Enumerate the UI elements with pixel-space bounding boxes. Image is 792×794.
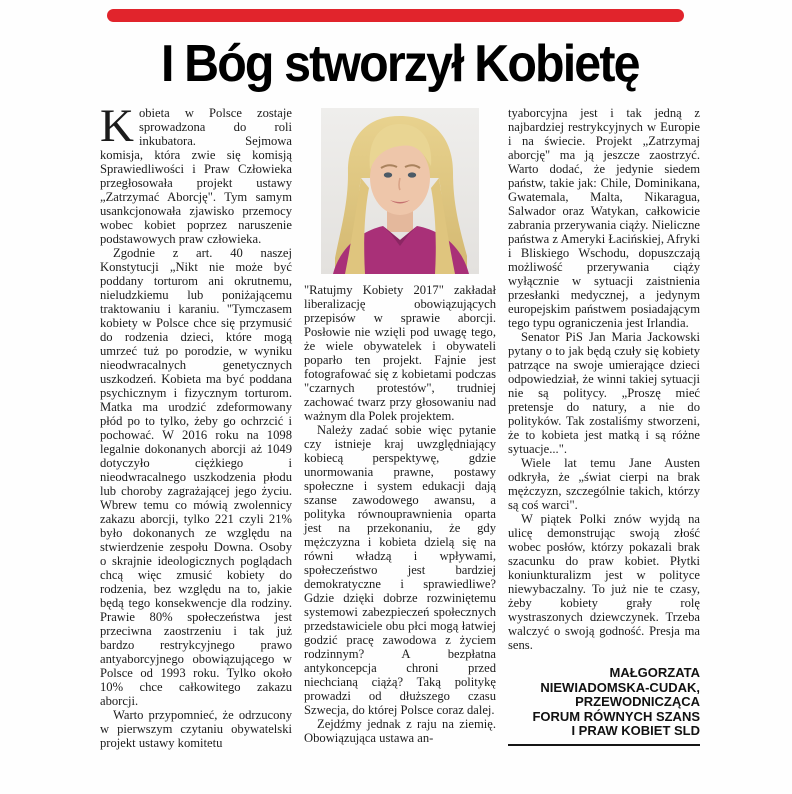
article-content bbox=[100, 0, 700, 752]
article-paragraph: "Ratujmy Kobiety 2017" zakładał liberalizację obowiązujących przepisów w sprawie aborcji. Posłowie nie wzięli pod uwagę tego, że wiele obywatelek i obywateli poparło ten projekt. Fajnie jest fotografować się z kobietami podczas "czarnych protestów", trudniej zachować twarz przy głosowaniu nad ważnym dla Polek projektem. bbox=[304, 283, 496, 423]
article-paragraph: Należy zadać sobie więc pytanie czy istnieje kraj uwzględniający kobiecą perspektywę, gdzie unormowania prawne, postawy społeczne i system edukacji dają szanse zawodowego awansu, a polityka równouprawnienia oparta jest na przekonaniu, że gdy mężczyzna i kobieta dzielą się na równi władzą i wpływami, społeczeństwo jest bardziej demokratyczne i sprawiedliwe? Gdzie dzięki dobrze rozwiniętemu systemowi zabezpieczeń społecznych przedstawiciele obu płci mogą łatwiej godzić pracę zawodowa z życiem rodzinnym? A bezpłatna antykoncepcja chroni przed niechcianą ciążą? Taką politykę prowadzi od dłuższego czasu Szwecja, do której Polsce coraz dalej. bbox=[304, 423, 496, 717]
column-3 bbox=[508, 106, 700, 752]
article-paragraph: Kobieta w Polsce zostaje sprowadzona do roli inkubatora. Sejmowa komisja, która zwie się komisją Sprawiedliwości i Praw Człowieka przegłosowała projekt ustawy „Zatrzymać Aborcję". Tym samym usankcjonowała zjawisko przemocy wobec kobiet poprzez naruszenie podstawowych praw człowieka. bbox=[100, 100, 292, 246]
signature-underline bbox=[508, 744, 700, 746]
article-paragraph: Zgodnie z art. 40 naszej Konstytucji „Nikt nie może być poddany torturom ani okrutnemu, nieludzkiemu lub poniżającemu traktowaniu i karaniu. "Tymczasem kobiety w Polsce chce się przymusić do rodzenia dzieci, które mogą umrzeć tuż po porodzie, w wyniku nieodwracalnych genetycznych uszkodzeń. Kobieta ma być poddana psychicznym i fizycznym torturom. Matka ma urodzić zdeformowany płód po to tylko, żeby go ochrzcić i pochować. W 2016 roku na 1098 legalnie dokonanych aborcji aż 1049 dotyczyło ciężkiego i nieodwracalnego uszkodzenia płodu lub choroby zagrażającej jego życiu. Wbrew temu co mówią zwolennicy zakazu aborcji, tylko 221 czyli 21% było dokonanych ze względu na stwierdzenie zespołu Downa. Osoby o skrajnie ideologicznych poglądach chcą więc zmusić kobiety do rodzenia, bez względu na to, jakie będą tego konsekwencje dla rodziny. Prawie 80% społeczeństwa jest przeciwna zaostrzeniu i tak już bardzo restrykcyjnego prawo antyaborcyjnego obowiązującego w Polsce od 1993 roku. Tylko około 10% chce całkowitego zakazu aborcji. bbox=[100, 246, 292, 708]
author-photo bbox=[304, 108, 496, 274]
red-divider-bar bbox=[107, 9, 684, 22]
article-body bbox=[100, 100, 701, 752]
column-1-paragraphs bbox=[100, 100, 292, 750]
article-paragraph: Zejdźmy jednak z raju na ziemię. Obowiązująca ustawa an- bbox=[304, 717, 496, 745]
column-2 bbox=[304, 106, 496, 752]
column-2-paragraphs bbox=[304, 283, 496, 745]
article-headline bbox=[100, 36, 700, 92]
headline-text: I Bóg stworzył Kobietę bbox=[161, 35, 639, 93]
article-paragraph: tyaborcyjna jest i tak jedną z najbardziej restrykcyjnych w Europie i na świecie. Projekt „Zatrzymaj aborcję" ma ją jeszcze zaostrzyć. Warto dodać, że jedynie siedem państw, takie jak: Chile, Dominikana, Gwatemala, Malta, Nikaragua, Salwador oraz Watykan, całkowicie zabrania przerywania ciąży. Nieliczne państwa z Ameryki Łacińskiej, Afryki i Bliskiego Wschodu, dopuszczają możliwość przerywania ciąży wyłącznie w sytuacji zaistnienia przesłanki medycznej, a jedynym europejskim państwem posiadającym tego typu ograniczenia jest Irlandia. bbox=[508, 106, 701, 330]
article-paragraph: Senator PiS Jan Maria Jackowski pytany o to jak będą czuły się kobiety patrzące na swoje umierające dzieci odpowiedział, że winni takiej sytuacji nie są politycy. „Proszę mieć pretensje do natury, a nie do polityków. Tak zostaliśmy stworzeni, że to kobieta jest matką i są różne sytuacje...". bbox=[508, 330, 700, 456]
portrait-woman-illustration bbox=[321, 108, 479, 274]
article-paragraph: W piątek Polki znów wyjdą na ulicę demonstrując swoją złość wobec posłów, którzy pokazali brak szacunku do praw kobiet. Płytki koniunkturalizm jest w polityce niewybaczalny. To już nie te czasy, żeby kobiety grały rolę wystraszonych dziewczynek. Trzeba walczyć o swoją godność. Presja ma sens. bbox=[508, 512, 700, 652]
signature-line: FORUM RÓWNYCH SZANS bbox=[532, 708, 700, 724]
article-paragraph: Wiele lat temu Jane Austen odkryła, że „świat cierpi na brak mężczyzn, szczególnie takich, którzy są coś warci". bbox=[508, 456, 700, 512]
article-paragraph: Warto przypomnieć, że odrzucony w pierwszym czytaniu obywatelski projekt ustawy komitetu bbox=[100, 708, 292, 750]
author-signature bbox=[508, 666, 700, 739]
signature-line: NIEWIADOMSKA-CUDAK, bbox=[540, 679, 700, 695]
column-1 bbox=[100, 100, 292, 752]
column-3-paragraphs bbox=[508, 106, 700, 652]
signature-line: MAŁGORZATA bbox=[609, 665, 700, 680]
signature-line: I PRAW KOBIET SLD bbox=[571, 723, 700, 739]
signature-line: PRZEWODNICZĄCA bbox=[575, 694, 700, 710]
